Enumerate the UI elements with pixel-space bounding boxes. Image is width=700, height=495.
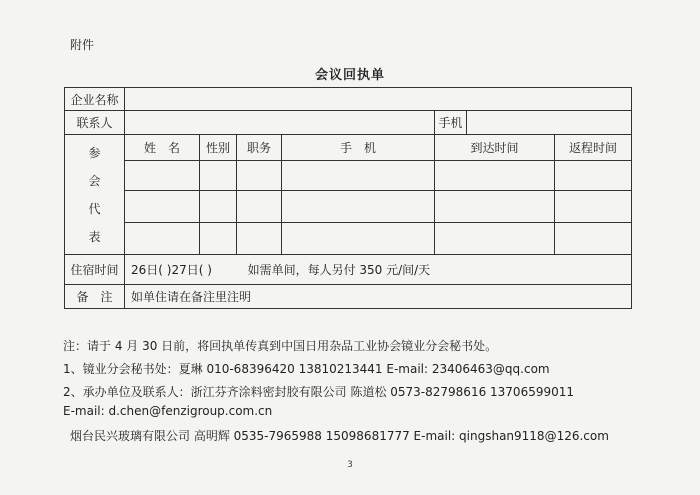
table-row [65,191,632,223]
table-row [65,161,632,191]
rep-return-field[interactable] [555,191,632,223]
contact-label: 联系人 [65,111,125,135]
note-co-organizer: 烟台民兴玻璃有限公司 高明辉 0535-7965988 15098681777 E-mail: qingshan9118@126.com [70,429,609,443]
rep-name-field[interactable] [125,223,200,255]
note-organizer: 2、承办单位及联系人：浙江芬齐涂料密封胶有限公司 陈道松 0573-82798616 13706599011 [63,385,575,399]
column-header-name: 姓 名 [125,135,200,161]
column-header-mobile: 手 机 [282,135,435,161]
rep-position-field[interactable] [237,161,282,191]
rep-arrival-field[interactable] [435,191,555,223]
rep-mobile-field[interactable] [282,161,435,191]
rep-label-char: 代 [88,201,101,216]
rep-return-field[interactable] [555,223,632,255]
rep-gender-field[interactable] [200,223,237,255]
table-row [65,223,632,255]
rep-label-char: 表 [88,229,101,244]
remark-field[interactable] [125,285,632,309]
rep-name-field[interactable] [125,161,200,191]
note-deadline: 注：请于 4 月 30 日前，将回执单传真到中国日用杂品工业协会镜业分会秘书处。 [63,339,498,353]
column-header-position: 职务 [237,135,282,161]
rep-gender-field[interactable] [200,191,237,223]
rep-arrival-field[interactable] [435,161,555,191]
mobile-field[interactable] [467,111,632,135]
company-name-field[interactable] [125,88,632,111]
lodging-dates: 26日( )27日( ) [131,263,212,277]
company-name-label: 企业名称 [65,88,125,111]
rep-arrival-field[interactable] [435,223,555,255]
remark-text: 如单住请在备注里注明 [131,290,252,304]
rep-return-field[interactable] [555,161,632,191]
page-title: 会议回执单 [314,68,385,83]
receipt-form-table [64,87,632,309]
rep-name-field[interactable] [125,191,200,223]
rep-label-char: 参 [88,145,101,160]
rep-gender-field[interactable] [200,161,237,191]
rep-mobile-field[interactable] [282,191,435,223]
rep-label-char: 会 [88,173,101,188]
lodging-field[interactable] [125,255,632,285]
column-header-gender: 性别 [200,135,237,161]
lodging-label: 住宿时间 [65,255,125,285]
column-header-return: 返程时间 [555,135,632,161]
mobile-label: 手机 [435,111,467,135]
rep-mobile-field[interactable] [282,223,435,255]
page-number: 3 [347,460,353,470]
rep-position-field[interactable] [237,223,282,255]
note-organizer-email: E-mail: d.chen@fenzigroup.com.cn [63,404,273,418]
attachment-label: 附件 [70,38,95,52]
note-secretariat: 1、镜业分会秘书处：夏琳 010-68396420 13810213441 E-mail: 23406463@qq.com [63,362,550,376]
representatives-label [65,135,125,255]
contact-field[interactable] [125,111,435,135]
column-header-arrival: 到达时间 [435,135,555,161]
lodging-note: 如需单间，每人另付 350 元/间/天 [247,263,431,277]
remark-label: 备 注 [65,285,125,309]
rep-position-field[interactable] [237,191,282,223]
